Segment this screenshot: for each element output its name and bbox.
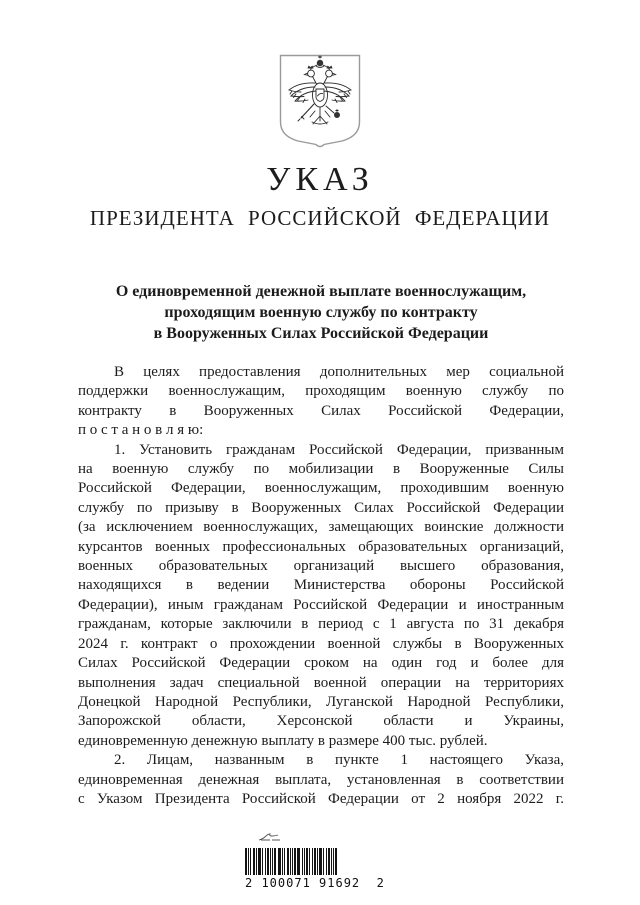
barcode-bar [309, 848, 310, 875]
body-line: Донецкой Народной Республики, Луганской Народной Республики, [78, 693, 564, 710]
barcode-bar [250, 848, 251, 875]
barcode-bar [292, 848, 293, 875]
barcode-bar [326, 848, 327, 875]
doc-title-line: О единовременной денежной выплате военнослужащим, [115, 283, 527, 300]
body-line: 2024 г. контракт о прохождении военной службы в Вооруженных [78, 635, 564, 652]
body-line: В целях предоставления дополнительных мер социальной [114, 364, 564, 380]
body-line: гражданам, которые заключили в период с 1 августа по 31 декабря [78, 616, 564, 633]
decree-subheading: ПРЕЗИДЕНТА РОССИЙСКОЙ ФЕДЕРАЦИИ [89, 206, 551, 230]
body-line: Российской Федерации, военнослужащим, проходившим военную [78, 480, 564, 497]
barcode-bar [284, 848, 285, 875]
doc-title-line: в Вооруженных Силах Российской Федерации [153, 325, 489, 342]
barcode-bar [304, 848, 305, 875]
barcode-bar [287, 848, 289, 875]
body-line: единовременная денежная выплата, установленная в соответствии [78, 771, 564, 788]
barcode-bar [256, 848, 257, 875]
stamp-mark-icon [255, 831, 285, 842]
barcode-bar [306, 848, 308, 875]
body-line: единовременную денежную выплату в размере 400 тыс. рублей. [78, 732, 488, 749]
body-line: п о с т а н о в л я ю: [78, 422, 204, 439]
body-line: службу по призыву в Вооруженных Силах Российской Федерации [78, 499, 564, 516]
barcode-bar [253, 848, 255, 875]
barcode-bar [314, 848, 316, 875]
barcode-bar [265, 848, 266, 875]
body-line: 2. Лицам, названным в пункте 1 настоящего Указа, [114, 752, 564, 769]
barcode-bar [245, 848, 247, 875]
barcode-bar [294, 848, 296, 875]
barcode-bar [258, 848, 261, 875]
barcode-bars [245, 848, 365, 875]
barcode-bar [297, 848, 300, 875]
body-line: выполнения задач специальной военной операции на территориях [78, 674, 564, 691]
barcode-block [245, 829, 385, 890]
body-line: контракту в Вооруженных Силах Российской Федерации, [78, 402, 564, 419]
body-line: находящихся в ведении Министерства обороны Российской [78, 577, 564, 594]
barcode-bar [282, 848, 283, 875]
barcode-bar [274, 848, 276, 875]
doc-title [78, 281, 564, 344]
barcode-bar [323, 848, 324, 875]
body-line: (за исключением военнослужащих, замещающих воинские должности [78, 519, 564, 536]
barcode-bar [262, 848, 263, 875]
barcode-bar [335, 848, 337, 875]
body-line: военных образовательных организаций высшего образования, [78, 558, 564, 575]
decree-body [78, 363, 564, 809]
body-line: 1. Установить гражданам Российской Федерации, призванным [114, 441, 564, 458]
body-line: Запорожской области, Херсонской области и Украины, [78, 713, 564, 730]
barcode-bar [302, 848, 303, 875]
russian-coat-of-arms-icon [279, 54, 361, 148]
body-line: на военную службу по мобилизации в Вооруженные Силы [78, 461, 564, 478]
barcode-bar [312, 848, 313, 875]
barcode-bar [270, 848, 271, 875]
barcode-bar [267, 848, 269, 875]
body-line: Федерации), иным гражданам Российской Федерации и иностранным [78, 596, 564, 613]
barcode-bar [278, 848, 281, 875]
barcode-bar [248, 848, 249, 875]
barcode-bar [290, 848, 291, 875]
barcode-bar [331, 848, 332, 875]
body-line: курсантов военных профессиональных образовательных организаций, [78, 538, 564, 555]
body-line: Силах Российской Федерации сроком на один год и более для [78, 655, 564, 672]
body-line: поддержки военнослужащим, проходящим военную службу по [78, 383, 564, 400]
barcode-bar [333, 848, 334, 875]
barcode-bar [272, 848, 273, 875]
barcode-bar [319, 848, 322, 875]
body-line: с Указом Президента Российской Федерации от 2 ноября 2022 г. [78, 790, 564, 807]
barcode-bar [317, 848, 318, 875]
barcode-digits: 2 100071 91692 2 [245, 876, 385, 890]
barcode-bar [328, 848, 330, 875]
decree-heading: УКАЗ [266, 161, 374, 198]
doc-title-line: проходящим военную службу по контракту [164, 304, 478, 321]
